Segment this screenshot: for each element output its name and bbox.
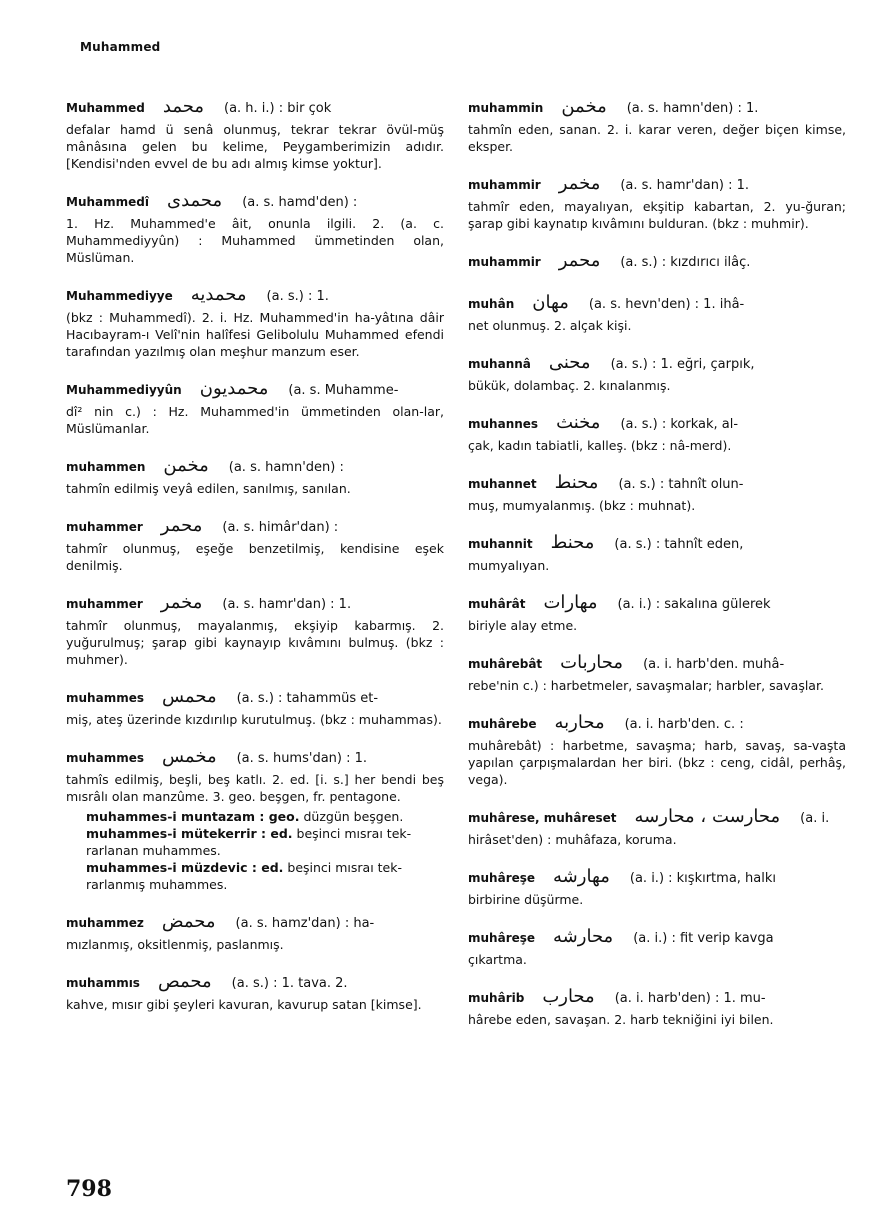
entry-lemma: muhammes (66, 691, 144, 705)
entry-head (468, 806, 846, 830)
entry-head (66, 190, 444, 214)
entry-definition: 1. Hz. Muhammed'e âit, onunla ilgili. 2. (a. c. Muhammediyyûn) : Muhammed ümmetinden olan, Müslüman. (66, 216, 444, 265)
entry-grammar-info: (a. s. hamn'den) : (228, 460, 344, 475)
entry-head (66, 686, 444, 710)
entry-lemma: muhannet (468, 477, 537, 491)
entry-lemma: muhammer (66, 597, 143, 611)
entry-definition: muş, mumyalanmış. (bkz : muhnat). (468, 498, 696, 513)
entry-grammar-info: (a. s. hamr'dan) : 1. (222, 597, 352, 612)
entry-definition: çıkartma. (468, 952, 527, 967)
entry-lemma: muhammer (66, 520, 143, 534)
entry-grammar-info: (a. i. harb'den. muhâ- (643, 657, 785, 672)
entry-lemma: muhârib (468, 991, 525, 1005)
entry-arabic-script: محمديه (190, 284, 247, 305)
entry-lemma: muhammir (468, 178, 541, 192)
dictionary-entry (66, 592, 444, 668)
dictionary-entry (66, 190, 444, 266)
sub-entry (86, 859, 444, 893)
entry-lemma: muhannâ (468, 357, 531, 371)
dictionary-entry (468, 96, 846, 155)
entry-head (66, 455, 444, 479)
entry-grammar-info: (a. s.) : tahammüs et- (236, 691, 379, 706)
entry-head (66, 96, 444, 120)
entry-lemma: Muhammedî (66, 195, 149, 209)
dictionary-entry (468, 472, 846, 514)
entry-grammar-info: (a. i. harb'den. c. : (624, 717, 744, 732)
entry-lemma: muhâreşe (468, 931, 536, 945)
dictionary-entry (66, 911, 444, 953)
right-column (468, 96, 846, 1046)
entry-head (66, 911, 444, 935)
entry-head (468, 412, 846, 436)
entry-lemma: Muhammed (66, 101, 145, 115)
entry-grammar-info: (a. s. hamn'den) : 1. (626, 101, 759, 116)
sub-entry-term: muhammes-i muntazam : geo. (86, 809, 300, 824)
entry-head (468, 866, 846, 890)
entry-definition: tahmîn edilmiş veyâ edilen, sanılmış, sanılan. (66, 481, 351, 496)
sub-entry-term: muhammes-i müzdevic : ed. (86, 860, 284, 875)
entry-lemma: muhannes (468, 417, 539, 431)
entry-definition: defalar hamd ü senâ olunmuş, tekrar tekrar övül-müş mânâsına gelen bu kelime, Peygamberimizin adıdır. [Kendisi'nden evvel de bu adı almış kimse yoktur]. (66, 122, 444, 171)
sub-entry-text: düzgün beşgen. (303, 809, 404, 824)
entry-head (66, 746, 444, 770)
entry-definition: mumyalıyan. (468, 558, 550, 573)
entry-lemma: muhârese, muhâreset (468, 811, 617, 825)
running-header: Muhammed (80, 40, 161, 54)
sub-entry-term: muhammes-i mütekerrir : ed. (86, 826, 293, 841)
entry-definition: miş, ateş üzerinde kızdırılıp kurutulmuş. (bkz : muhammas). (66, 712, 442, 727)
entry-lemma: muhammez (66, 916, 144, 930)
entry-grammar-info: (a. s.) : 1. tava. 2. (231, 976, 348, 991)
sub-entry-text: beşinci mısraı tek-rarlanan muhammes. (86, 826, 412, 858)
entry-definition: hirâset'den) : muhâfaza, koruma. (468, 832, 677, 847)
entry-arabic-script: محنط (554, 472, 599, 493)
dictionary-entry (66, 378, 444, 437)
entry-head (468, 96, 846, 120)
dictionary-entry (66, 96, 444, 172)
dictionary-entry (66, 746, 444, 805)
entry-arabic-script: محاربه (554, 712, 605, 733)
entry-grammar-info: (a. i. (800, 811, 830, 826)
entry-head (468, 352, 846, 376)
entry-head (468, 592, 846, 616)
dictionary-entry (468, 532, 846, 574)
entry-head (468, 250, 846, 274)
entry-definition: net olunmuş. 2. alçak kişi. (468, 318, 632, 333)
sub-entry (86, 808, 444, 825)
entry-grammar-info: (a. s. hamz'dan) : ha- (235, 916, 375, 931)
entry-definition: mızlanmış, oksitlenmiş, paslanmış. (66, 937, 284, 952)
entry-grammar-info: (a. i.) : fit verip kavga (633, 931, 774, 946)
entry-grammar-info: (a. s.) : korkak, al- (620, 417, 739, 432)
entry-definition: hârebe eden, savaşan. 2. harb tekniğini iyi bilen. (468, 1012, 774, 1027)
entry-head (468, 926, 846, 950)
entry-definition: tahmîs edilmiş, beşli, beş katlı. 2. ed. [i. s.] her bendi beş mısrâlı olan manzûme. 3. geo. beşgen, fr. pentagone. (66, 772, 444, 804)
entry-lemma: muhân (468, 297, 515, 311)
dictionary-entry (66, 686, 444, 728)
entry-arabic-script: محارشه (553, 926, 614, 947)
dictionary-entry (468, 986, 846, 1028)
entry-grammar-info: (a. s. hamr'dan) : 1. (620, 178, 750, 193)
entry-arabic-script: مخمر (558, 173, 601, 194)
entry-head (468, 652, 846, 676)
dictionary-entry (468, 926, 846, 968)
dictionary-entry (66, 455, 444, 497)
entry-arabic-script: محمديون (199, 378, 269, 399)
entry-grammar-info: (a. s. Muhamme- (288, 383, 399, 398)
entry-arabic-script: محمس (161, 686, 217, 707)
entry-definition: muhârebât) : harbetme, savaşma; harb, savaş, sa-vaşta yapılan çarpışmalardan her biri. (bkz : ceng, cidâl, perhâş, vega). (468, 738, 846, 787)
entry-head (66, 284, 444, 308)
entry-arabic-script: محمر (160, 515, 203, 536)
entry-head (66, 592, 444, 616)
entry-grammar-info: (a. s. hums'dan) : 1. (236, 751, 368, 766)
entry-definition: tahmîr olunmuş, mayalanmış, ekşiyip kabarmış. 2. yuğurulmuş; şarap gibi kaynayıp kıvâmını bulmuş. (bkz : muhmer). (66, 618, 444, 667)
entry-arabic-script: مخمن (561, 96, 607, 117)
entry-grammar-info: (a. s.) : tahnît eden, (614, 537, 744, 552)
dictionary-entry (66, 284, 444, 360)
entry-lemma: muhârebe (468, 717, 537, 731)
entry-lemma: muhannit (468, 537, 533, 551)
entry-arabic-script: مهارات (543, 592, 598, 613)
entry-lemma: Muhammediyyûn (66, 383, 182, 397)
entry-definition: tahmîn eden, sanan. 2. i. karar veren, değer biçen kimse, eksper. (468, 122, 846, 154)
entry-lemma: muhammıs (66, 976, 140, 990)
dictionary-entry (468, 173, 846, 232)
entry-definition: çak, kadın tabiatli, kalleş. (bkz : nâ-merd). (468, 438, 732, 453)
dictionary-entry (468, 866, 846, 908)
dictionary-entry (468, 806, 846, 848)
sub-entries (66, 808, 444, 893)
entry-definition: tahmîr olunmuş, eşeğe benzetilmiş, kendisine eşek denilmiş. (66, 541, 444, 573)
left-column (66, 96, 444, 1031)
entry-arabic-script: محمدى (166, 190, 223, 211)
entry-definition: (bkz : Muhammedî). 2. i. Hz. Muhammed'in ha-yâtına dâir Hacıbayram-ı Velî'nin halîfesi Gelibolulu Muhammed efendi tarafından yazılmış olan meşhur manzum eser. (66, 310, 444, 359)
entry-grammar-info: (a. s. hevn'den) : 1. ihâ- (588, 297, 745, 312)
dictionary-entry (468, 292, 846, 334)
entry-arabic-script: مهان (532, 292, 569, 313)
entry-arabic-script: محارست ، محارسه (634, 806, 781, 827)
entry-arabic-script: مخنث (556, 412, 601, 433)
entry-head (66, 378, 444, 402)
entry-head (66, 515, 444, 539)
entry-lemma: muhammir (468, 255, 541, 269)
entry-head (66, 971, 444, 995)
entry-definition: birbirine düşürme. (468, 892, 584, 907)
entry-grammar-info: (a. i.) : sakalına gülerek (617, 597, 771, 612)
entry-grammar-info: (a. s. himâr'dan) : (222, 520, 339, 535)
entry-grammar-info: (a. i. harb'den) : 1. mu- (614, 991, 766, 1006)
entry-arabic-script: مخمس (161, 746, 217, 767)
entry-arabic-script: محمر (558, 250, 601, 271)
dictionary-entry (468, 250, 846, 274)
entry-definition: kahve, mısır gibi şeyleri kavuran, kavurup satan [kimse]. (66, 997, 422, 1012)
entry-arabic-script: مخمن (163, 455, 209, 476)
entry-grammar-info: (a. s.) : tahnît olun- (618, 477, 744, 492)
entry-lemma: muhammen (66, 460, 146, 474)
sub-entry (86, 825, 444, 859)
entry-lemma: muhârebât (468, 657, 543, 671)
entry-grammar-info: (a. s.) : kızdırıcı ilâç. (620, 255, 751, 270)
entry-lemma: muhammes (66, 751, 144, 765)
entry-lemma: muhâreşe (468, 871, 536, 885)
entry-head (468, 292, 846, 316)
entry-definition: bükük, dolambaç. 2. kınalanmış. (468, 378, 671, 393)
dictionary-entry (66, 515, 444, 574)
entry-definition: tahmîr eden, mayalıyan, ekşitip kabartan, 2. yu-ğuran; şarap gibi kaynatıp kıvâmını bulduran. (bkz : muhmir). (468, 199, 846, 231)
entry-grammar-info: (a. h. i.) : bir çok (224, 101, 332, 116)
dictionary-entry (468, 712, 846, 788)
entry-grammar-info: (a. i.) : kışkırtma, halkı (629, 871, 777, 886)
entry-grammar-info: (a. s.) : 1. (266, 289, 329, 304)
entry-arabic-script: محمص (157, 971, 212, 992)
dictionary-entry (468, 652, 846, 694)
entry-head (468, 712, 846, 736)
entry-grammar-info: (a. s. hamd'den) : (242, 195, 358, 210)
entry-grammar-info: (a. s.) : 1. eğri, çarpık, (610, 357, 755, 372)
entry-head (468, 173, 846, 197)
entry-lemma: muhârât (468, 597, 526, 611)
dictionary-entry (468, 592, 846, 634)
page-number: 798 (66, 1176, 112, 1202)
entry-arabic-script: محاربات (560, 652, 624, 673)
entry-head (468, 532, 846, 556)
entry-definition: biriyle alay etme. (468, 618, 578, 633)
dictionary-entry (66, 971, 444, 1013)
sub-entry-text: beşinci mısraı tek-rarlanmış muhammes. (86, 860, 402, 892)
entry-head (468, 472, 846, 496)
entry-arabic-script: مخمر (160, 592, 203, 613)
entry-lemma: Muhammediyye (66, 289, 173, 303)
entry-arabic-script: محمض (161, 911, 216, 932)
entry-arabic-script: مهارشه (553, 866, 610, 887)
entry-arabic-script: محارب (542, 986, 595, 1007)
dictionary-entry (468, 352, 846, 394)
entry-arabic-script: محنى (548, 352, 591, 373)
entry-arabic-script: محمد (162, 96, 204, 117)
entry-definition: dî² nin c.) : Hz. Muhammed'in ümmetinden olan-lar, Müslümanlar. (66, 404, 444, 436)
entry-head (468, 986, 846, 1010)
dictionary-entry (468, 412, 846, 454)
entry-arabic-script: محنط (550, 532, 595, 553)
entry-definition: rebe'nin c.) : harbetmeler, savaşmalar; harbler, savaşlar. (468, 678, 824, 693)
entry-lemma: muhammin (468, 101, 544, 115)
